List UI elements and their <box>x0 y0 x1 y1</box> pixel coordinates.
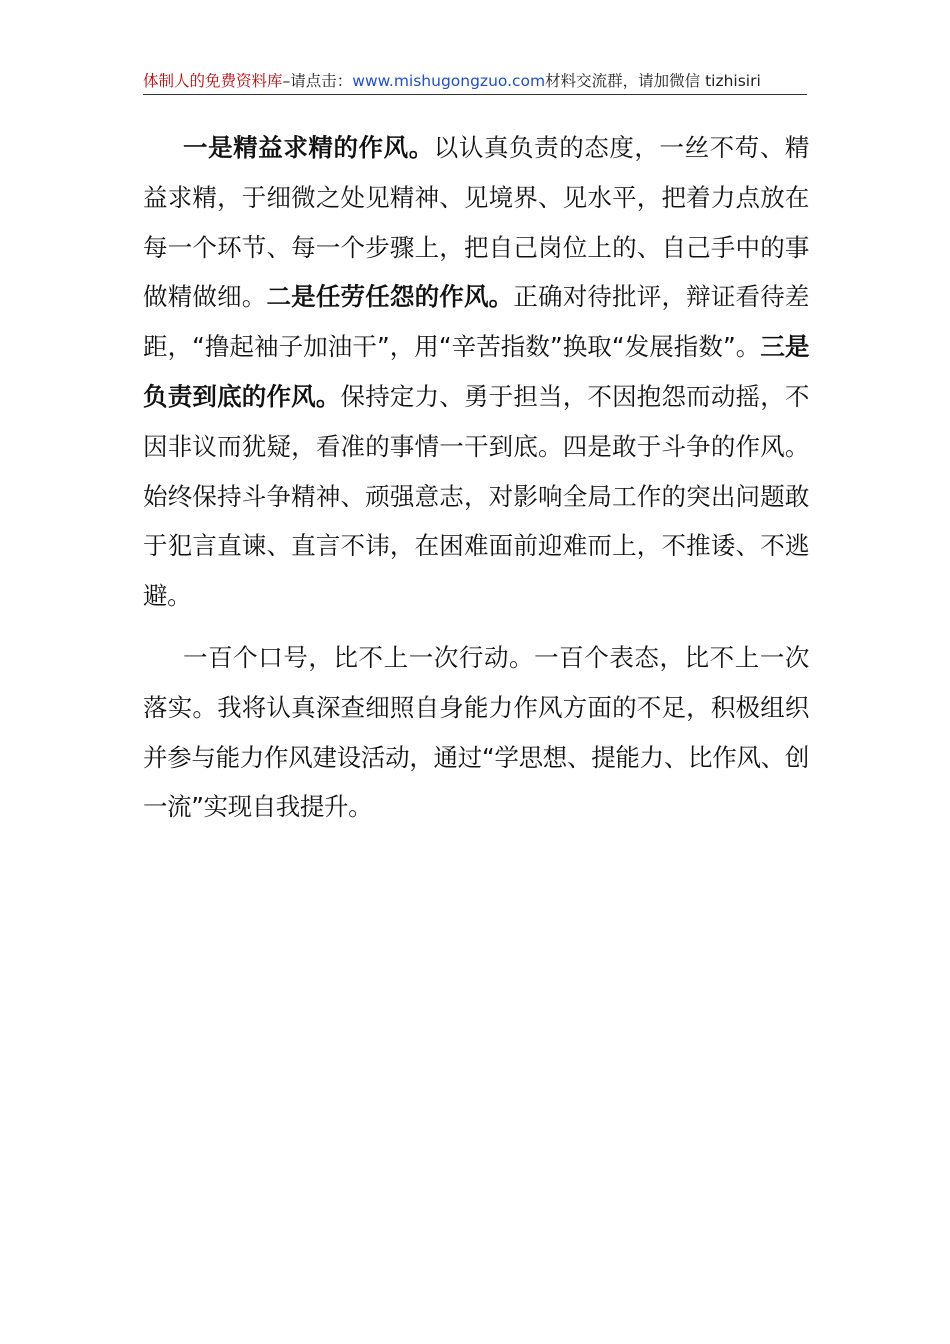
text-precision-style: 以认真负责的态度，一丝不苟、精益求精，于细微之处见精神、见境界、见水平，把着力点放在每一个环节、每一个步骤上，把自己岗位上的、自己手中的事做精做细。 <box>143 133 810 312</box>
text-commitment: 一百个口号，比不上一次行动。一百个表态，比不上一次落实。我将认真深查细照自身能力作风方面的不足，积极组织并参与能力作风建设活动，通过“学思想、提能力、比作风、创一流”实现自我提升。 <box>143 642 809 822</box>
paragraph-work-style <box>143 123 809 621</box>
header-website-link[interactable]: www.mishugongzuo.com <box>352 72 546 90</box>
header-prompt: –请点击： <box>282 72 353 90</box>
heading-precision-style: 一是精益求精的作风。 <box>183 133 434 162</box>
text-diligence-style: 正确对待批评，辩证看待差距，“撸起袖子加油干”，用“辛苦指数”换取“发展指数”。 <box>143 282 810 362</box>
header-brand: 体制人的免费资料库 <box>143 72 283 90</box>
heading-diligence-style: 二是任劳任怨的作风。 <box>266 282 514 312</box>
page-header <box>143 68 807 95</box>
header-contact-note: 材料交流群，请加微信 tizhisiri <box>545 72 761 90</box>
document-body <box>143 123 809 832</box>
text-responsibility-style: 保持定力、勇于担当，不因抱怨而动摇，不因非议而犹疑，看准的事情一干到底。四是敢于斗争的作风。始终保持斗争精神、顽强意志，对影响全局工作的突出问题敢于犯言直谏、直言不讳，在困难面前迎难而上，不推诿、不逃避。 <box>143 381 809 611</box>
paragraph-commitment <box>143 633 809 832</box>
heading-responsibility-style: 三是负责到底的作风。 <box>143 332 809 411</box>
